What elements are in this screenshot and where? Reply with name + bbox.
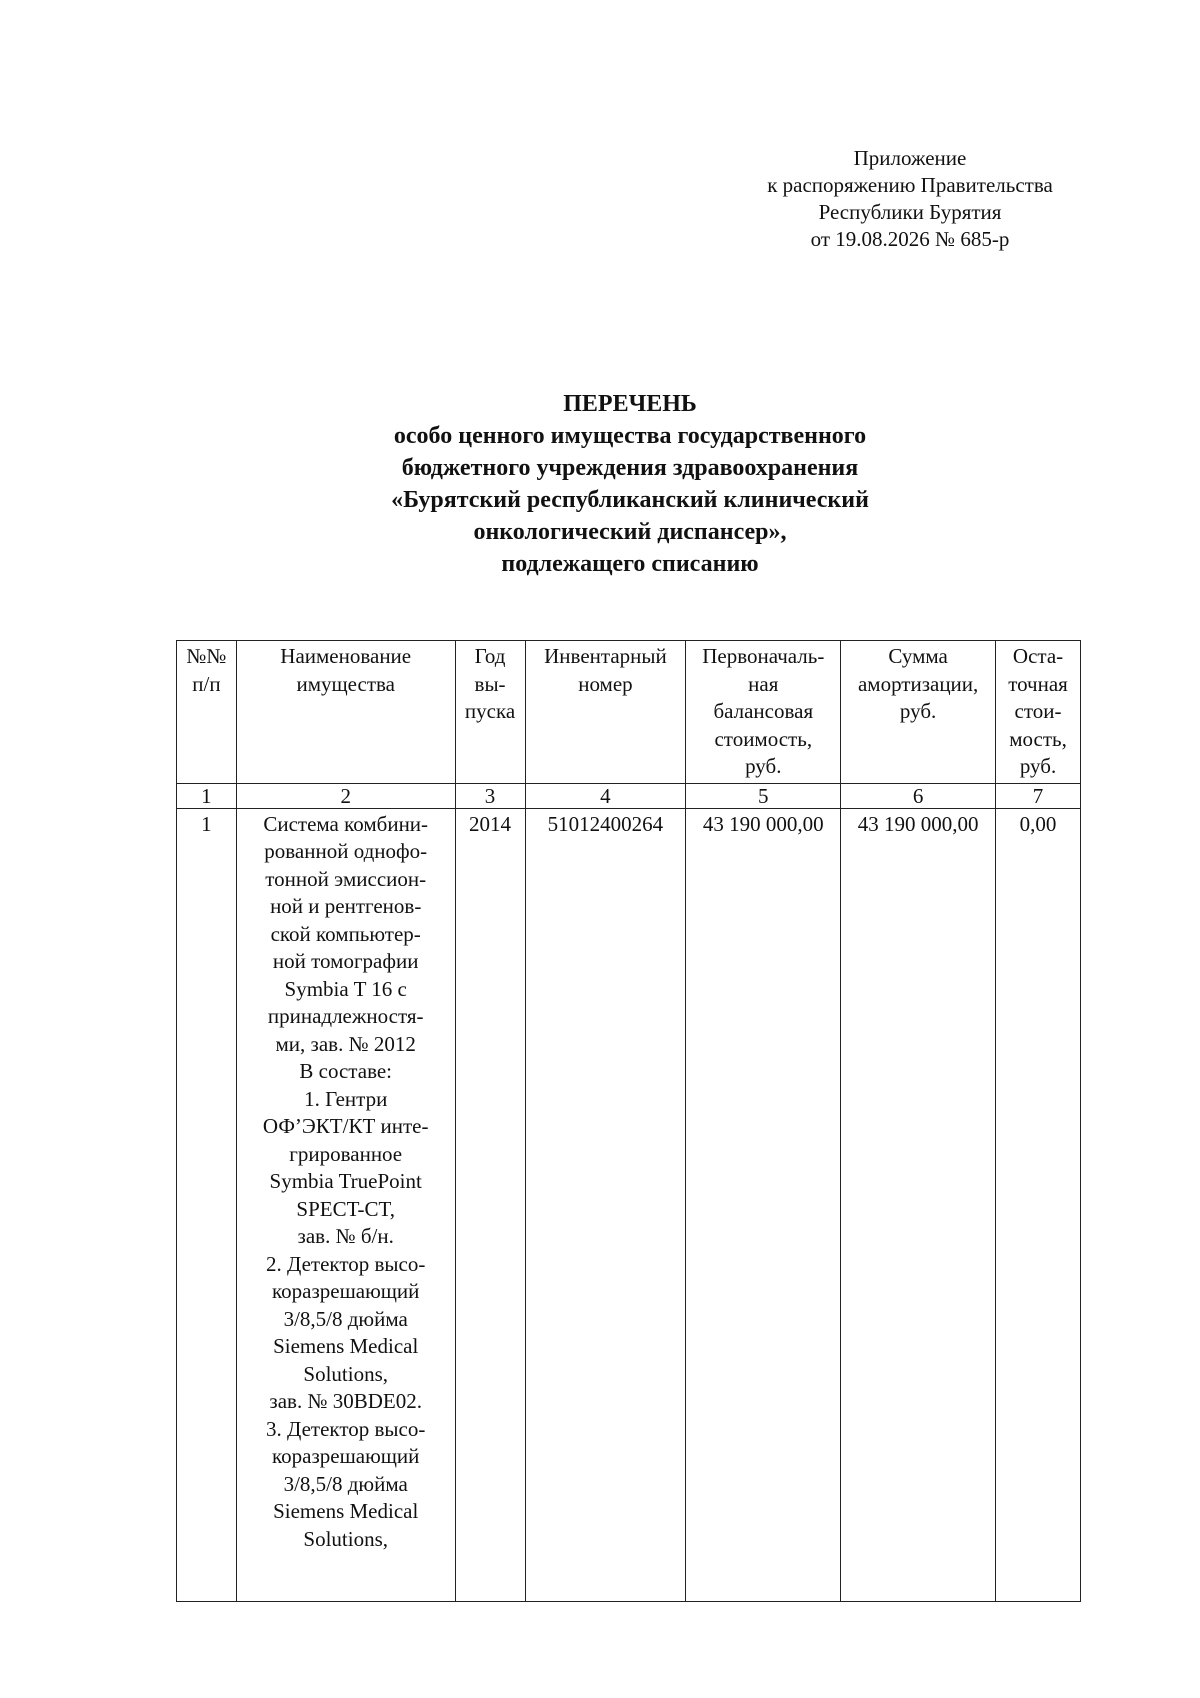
header-year: Год вы- пуска [455,641,525,784]
column-number: 4 [525,783,686,808]
year-of-issue: 2014 [455,808,525,1601]
header-name: Наименование имущества [236,641,455,784]
column-number: 2 [236,783,455,808]
title-line: бюджетного учреждения здравоохранения [401,455,859,481]
annex-line: Республики Бурятия [818,200,1002,224]
column-number: 7 [996,783,1081,808]
row-number: 1 [177,808,237,1601]
column-number-row [177,783,1081,808]
column-number: 6 [841,783,996,808]
column-number: 5 [686,783,841,808]
annex-block [740,145,1080,253]
title-line: подлежащего списанию [501,551,759,577]
header-residual: Оста- точная стои- мость, руб. [996,641,1081,784]
title-line: особо ценного имущества государственного [393,423,867,449]
header-initial-cost: Первоначаль- ная балансовая стоимость, руб. [686,641,841,784]
property-name: Система комбини- рованной однофо- тонной эмиссион- ной и рентгенов- ской компьютер- ной томографии Symbia T 16 с принадлежностя- ми, зав. № 2012 В составе: 1. Гентри ОФ’ЭКТ/КТ инте- грированное Symbia TruePoint SPECT-CT, зав. № б/н. 2. Детектор высо- коразрешающий 3/8,5/8 дюйма Siemens Medical Solutions, зав. № 30BDE02. 3. Детектор высо- коразрешающий 3/8,5/8 дюйма Siemens Medical Solutions, [236,808,455,1601]
title-line: «Бурятский республиканский клинический [391,487,869,513]
depreciation-amount: 43 190 000,00 [841,808,996,1601]
title-line: онкологический диспансер», [473,519,787,545]
initial-cost: 43 190 000,00 [686,808,841,1601]
title-line: ПЕРЕЧЕНЬ [563,391,697,417]
header-depreciation: Сумма амортизации, руб. [841,641,996,784]
header-inventory: Инвентарный номер [525,641,686,784]
residual-value: 0,00 [996,808,1081,1601]
annex-date-line: от 19.08.2026 № 685-р [810,227,1010,251]
table-row [177,808,1081,1601]
annex-line: к распоряжению Правительства [767,173,1053,197]
inventory-number: 51012400264 [525,808,686,1601]
header-number: №№ п/п [177,641,237,784]
column-number: 1 [177,783,237,808]
document-title [160,388,1100,580]
property-table [176,640,1081,1602]
annex-line: Приложение [853,146,967,170]
table-header-row [177,641,1081,784]
column-number: 3 [455,783,525,808]
